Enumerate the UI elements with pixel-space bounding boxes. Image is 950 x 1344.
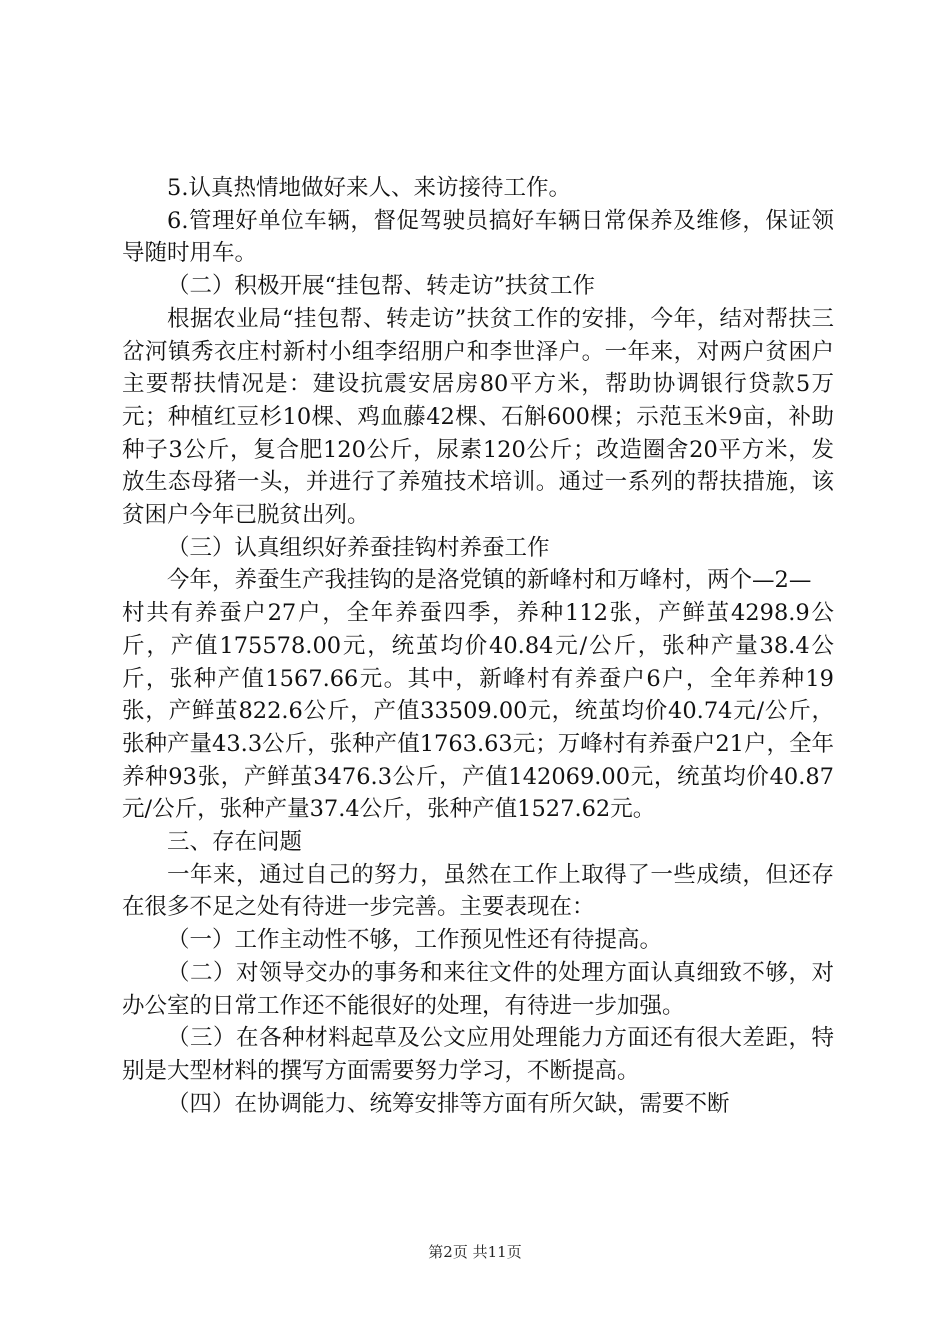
- paragraph-problems-intro: 一年来，通过自己的努力，虽然在工作上取得了一些成绩，但还存在很多不足之处有待进一步完善。主要表现在：: [122, 861, 834, 921]
- section-heading-2: （二）积极开展“挂包帮、转走访”扶贫工作: [167, 273, 596, 300]
- paragraph-sericulture-stats: 村共有养蚕户27户，全年养蚕四季，养种112张，产鲜茧4298.9公斤，产值175578.00元，统茧均价40.84元/公斤，张种产量38.4公斤，张种产值1567.66元。其中，新峰村有养蚕户6户，全年养种19张，产鲜茧822.6公斤，产值33509.00元，统茧均价40.74元/公斤，张种产量43.3公斤，张种产值1763.63元；万峰村有养蚕户21户，全年养种93张，产鲜茧3476.3公斤，产值142069.00元，统茧均价40.87元/公斤，张种产量37.4公斤，张种产值1527.62元。: [122, 600, 834, 823]
- problem-item-4: （四）在协调能力、统筹安排等方面有所欠缺，需要不断: [167, 1090, 730, 1117]
- section-heading-3: （三）认真组织好养蚕挂钩村养蚕工作: [167, 534, 550, 561]
- document-body: [122, 172, 834, 1120]
- paragraph-item-6: 6.管理好单位车辆，督促驾驶员搞好车辆日常保养及维修，保证领导随时用车。: [122, 207, 834, 267]
- paragraph-sericulture-intro: 今年，养蚕生产我挂钩的是洛党镇的新峰村和万峰村，两个—2—: [167, 567, 812, 594]
- problem-item-3: （三）在各种材料起草及公文应用处理能力方面还有很大差距，特别是大型材料的撰写方面需要努力学习，不断提高。: [122, 1025, 834, 1084]
- problem-item-2: （二）对领导交办的事务和来往文件的处理方面认真细致不够，对办公室的日常工作还不能很好的处理，有待进一步加强。: [122, 959, 834, 1019]
- paragraph-poverty-aid: 根据农业局“挂包帮、转走访”扶贫工作的安排，今年，结对帮扶三岔河镇秀衣庄村新村小组李绍朋户和李世泽户。一年来，对两户贫困户主要帮扶情况是：建设抗震安居房80平方米，帮助协调银行贷款5万元；种植红豆杉10棵、鸡血藤42棵、石斛600棵；示范玉米9亩，补助种子3公斤，复合肥120公斤，尿素120公斤；改造圈舍20平方米，发放生态母猪一头，并进行了养殖技术培训。通过一系列的帮扶措施，该贫困户今年已脱贫出列。: [122, 305, 834, 529]
- chapter-heading-problems: 三、存在问题: [167, 829, 303, 856]
- page-number-label: 第2页 共11页: [428, 1243, 522, 1261]
- page-footer: [0, 1242, 950, 1262]
- paragraph-item-5: 5.认真热情地做好来人、来访接待工作。: [167, 175, 571, 201]
- problem-item-1: （一）工作主动性不够，工作预见性还有待提高。: [167, 927, 663, 954]
